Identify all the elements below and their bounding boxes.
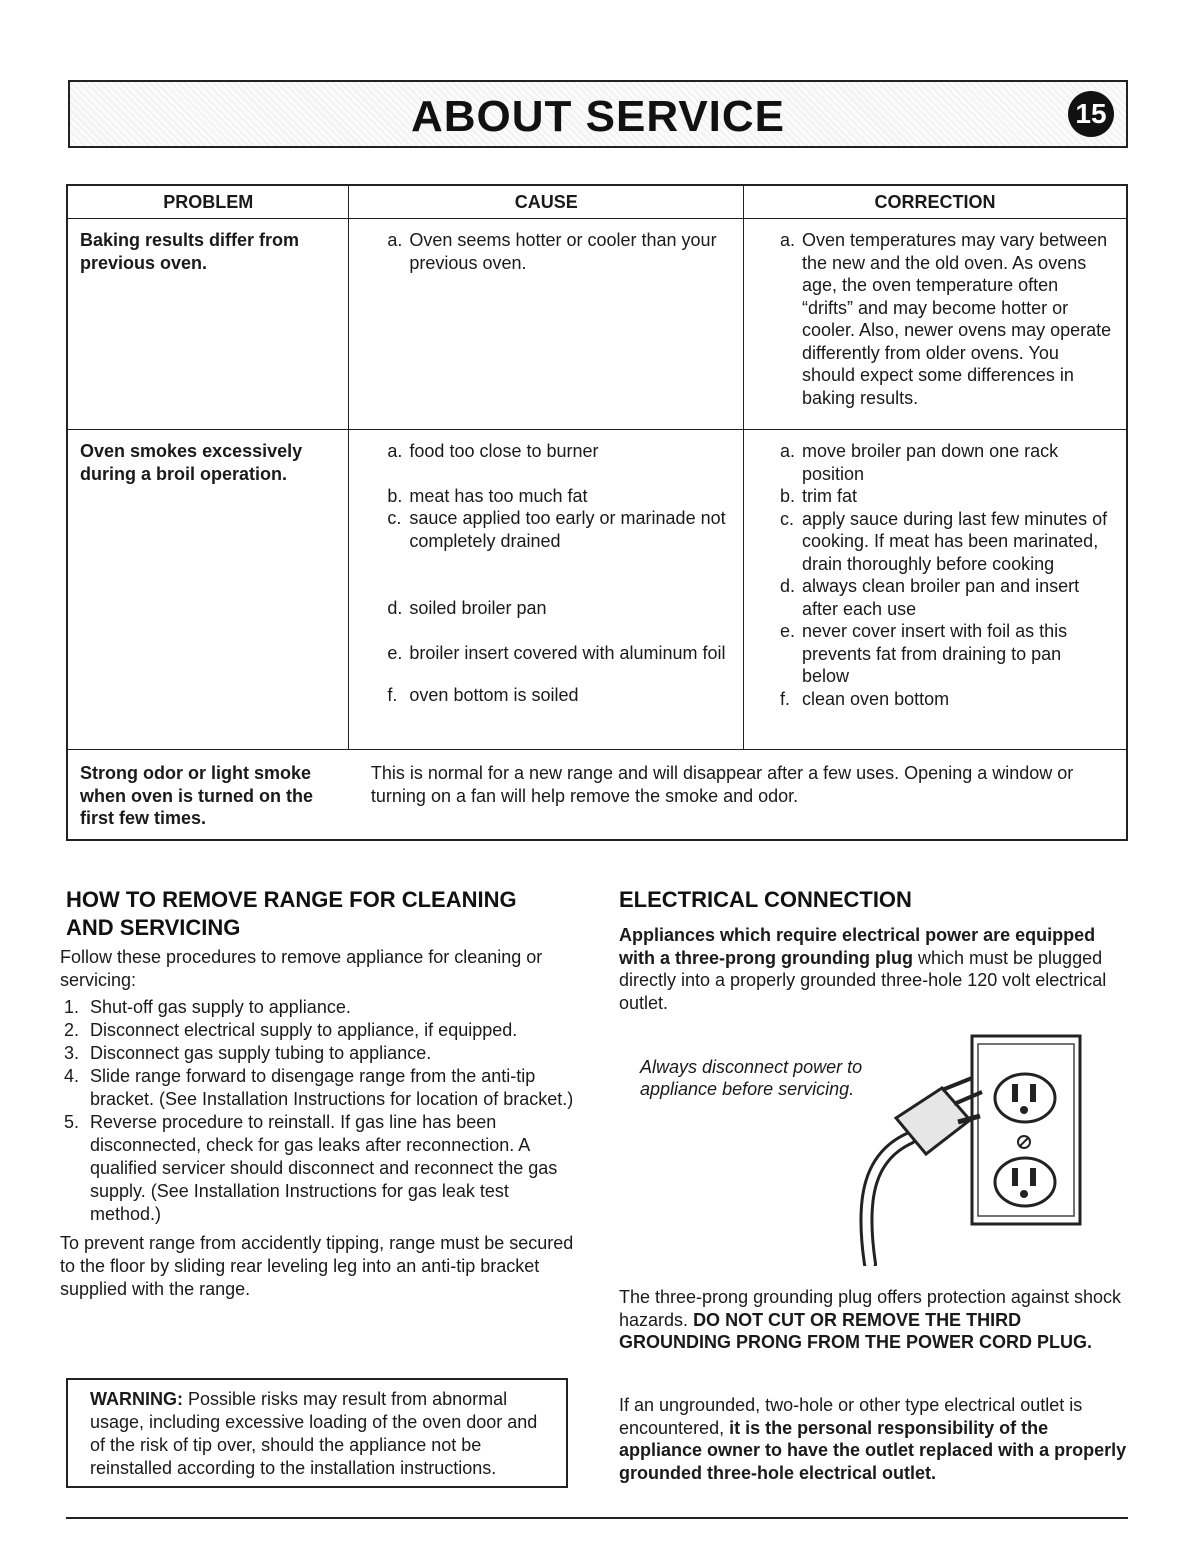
disconnect-note: Always disconnect power to appliance before servicing. — [640, 1057, 863, 1099]
list-item: 3. Disconnect gas supply tubing to appliance. — [64, 1043, 432, 1063]
warning-label: WARNING: — [90, 1389, 183, 1409]
problem-cell: Baking results differ from previous oven. — [67, 219, 349, 430]
page-title: ABOUT SERVICE — [410, 92, 786, 141]
correction-item: b. trim fat — [780, 486, 858, 506]
cause-item: a. food too close to burner — [387, 441, 599, 461]
troubleshooting-table — [66, 184, 1128, 841]
correction-item: a. Oven temperatures may vary between the new and the old oven. As ovens age, the oven temperature often “drifts” and may become hotter or cooler. Also, newer ovens may operate differently from older ovens. You should expect some differences in baking results. — [780, 230, 1112, 408]
header-cause: CAUSE — [349, 185, 744, 219]
cause-item: e. broiler insert covered with aluminum foil — [387, 642, 726, 663]
electrical-intro: Appliances which require electrical power are equipped with a three-prong grounding plug which must be plugged directly into a properly grounded three-hole 120 volt electrical outlet. — [619, 925, 1107, 1013]
header-correction: CORRECTION — [744, 185, 1127, 219]
table-row — [67, 750, 1127, 840]
list-item: 5. Reverse procedure to reinstall. If gas line has been disconnected, check for gas leaks after reconnection. A qualified servicer should disconnect and reconnect the gas supply. (See Installation Instructions for gas leak test method.) — [64, 1112, 558, 1224]
cause-item: b. meat has too much fat — [387, 485, 588, 506]
plug-paragraph: The three-prong grounding plug offers protection against shock hazards. DO NOT CUT OR REMOVE THE THIRD GROUNDING PRONG FROM THE POWER CORD PLUG. — [619, 1287, 1121, 1352]
table-header-row — [67, 185, 1127, 219]
anti-tip-paragraph: To prevent range from accidently tipping, range must be secured to the floor by sliding rear leveling leg into an anti-tip bracket supplied with the range. — [60, 1233, 574, 1299]
list-item: 2. Disconnect electrical supply to appliance, if equipped. — [64, 1020, 518, 1040]
cause-item: a. Oven seems hotter or cooler than your previous oven. — [387, 230, 717, 273]
cause-cell — [349, 219, 744, 430]
header-problem: PROBLEM — [67, 185, 349, 219]
correction-item: e. never cover insert with foil as this prevents fat from draining to pan below — [780, 621, 1068, 686]
power-plug-icon — [866, 1078, 982, 1264]
list-item: 1. Shut-off gas supply to appliance. — [64, 997, 351, 1017]
grounded-outlet-plug-illustration — [830, 1026, 1090, 1266]
outlet-paragraph: If an ungrounded, two-hole or other type electrical outlet is encountered, it is the personal responsibility of the appliance owner to have the outlet replaced with a properly grounded three-hole electrical outlet. — [619, 1395, 1127, 1483]
correction-cell — [744, 430, 1127, 750]
removal-steps — [60, 996, 580, 1226]
correction-item: f. clean oven bottom — [780, 688, 950, 709]
section-header — [68, 80, 1128, 148]
table-row — [67, 219, 1127, 430]
cause-item: d. soiled broiler pan — [387, 598, 547, 618]
explanation-cell: This is normal for a new range and will disappear after a few uses. Opening a window or turning on a fan will help remove the smoke and odor. — [349, 750, 1127, 840]
correction-cell — [744, 219, 1127, 430]
cause-cell — [349, 430, 744, 750]
correction-item: c. apply sauce during last few minutes of cooking. If meat has been marinated, drain thoroughly before cooking — [780, 508, 1108, 574]
page-number-badge: 15 — [1068, 91, 1114, 137]
list-item: 4. Slide range forward to disengage range from the anti-tip bracket. (See Installation Instructions for location of bracket.) — [64, 1066, 574, 1109]
remove-range-intro: Follow these procedures to remove appliance for cleaning or servicing: — [60, 947, 543, 990]
problem-cell: Strong odor or light smoke when oven is turned on the first few times. — [67, 750, 349, 840]
cause-item: c. sauce applied too early or marinade not completely drained — [387, 508, 726, 551]
remove-range-heading: HOW TO REMOVE RANGE FOR CLEANING AND SERVICING — [66, 887, 517, 940]
wall-outlet-icon — [972, 1036, 1080, 1224]
remove-range-body — [60, 946, 580, 1301]
bottom-divider — [66, 1517, 1128, 1519]
electrical-heading: ELECTRICAL CONNECTION — [619, 887, 912, 912]
correction-item: a. move broiler pan down one rack position — [780, 441, 1059, 484]
table-row — [67, 430, 1127, 750]
correction-item: d. always clean broiler pan and insert after each use — [780, 576, 1080, 619]
problem-cell: Oven smokes excessively during a broil operation. — [67, 430, 349, 750]
warning-text: Possible risks may result from abnormal usage, including excessive loading of the oven door and of the risk of tip over, should the appliance not be reinstalled according to the installation instructions. — [90, 1389, 538, 1478]
warning-box — [66, 1378, 568, 1488]
cause-item: f. oven bottom is soiled — [387, 685, 579, 705]
